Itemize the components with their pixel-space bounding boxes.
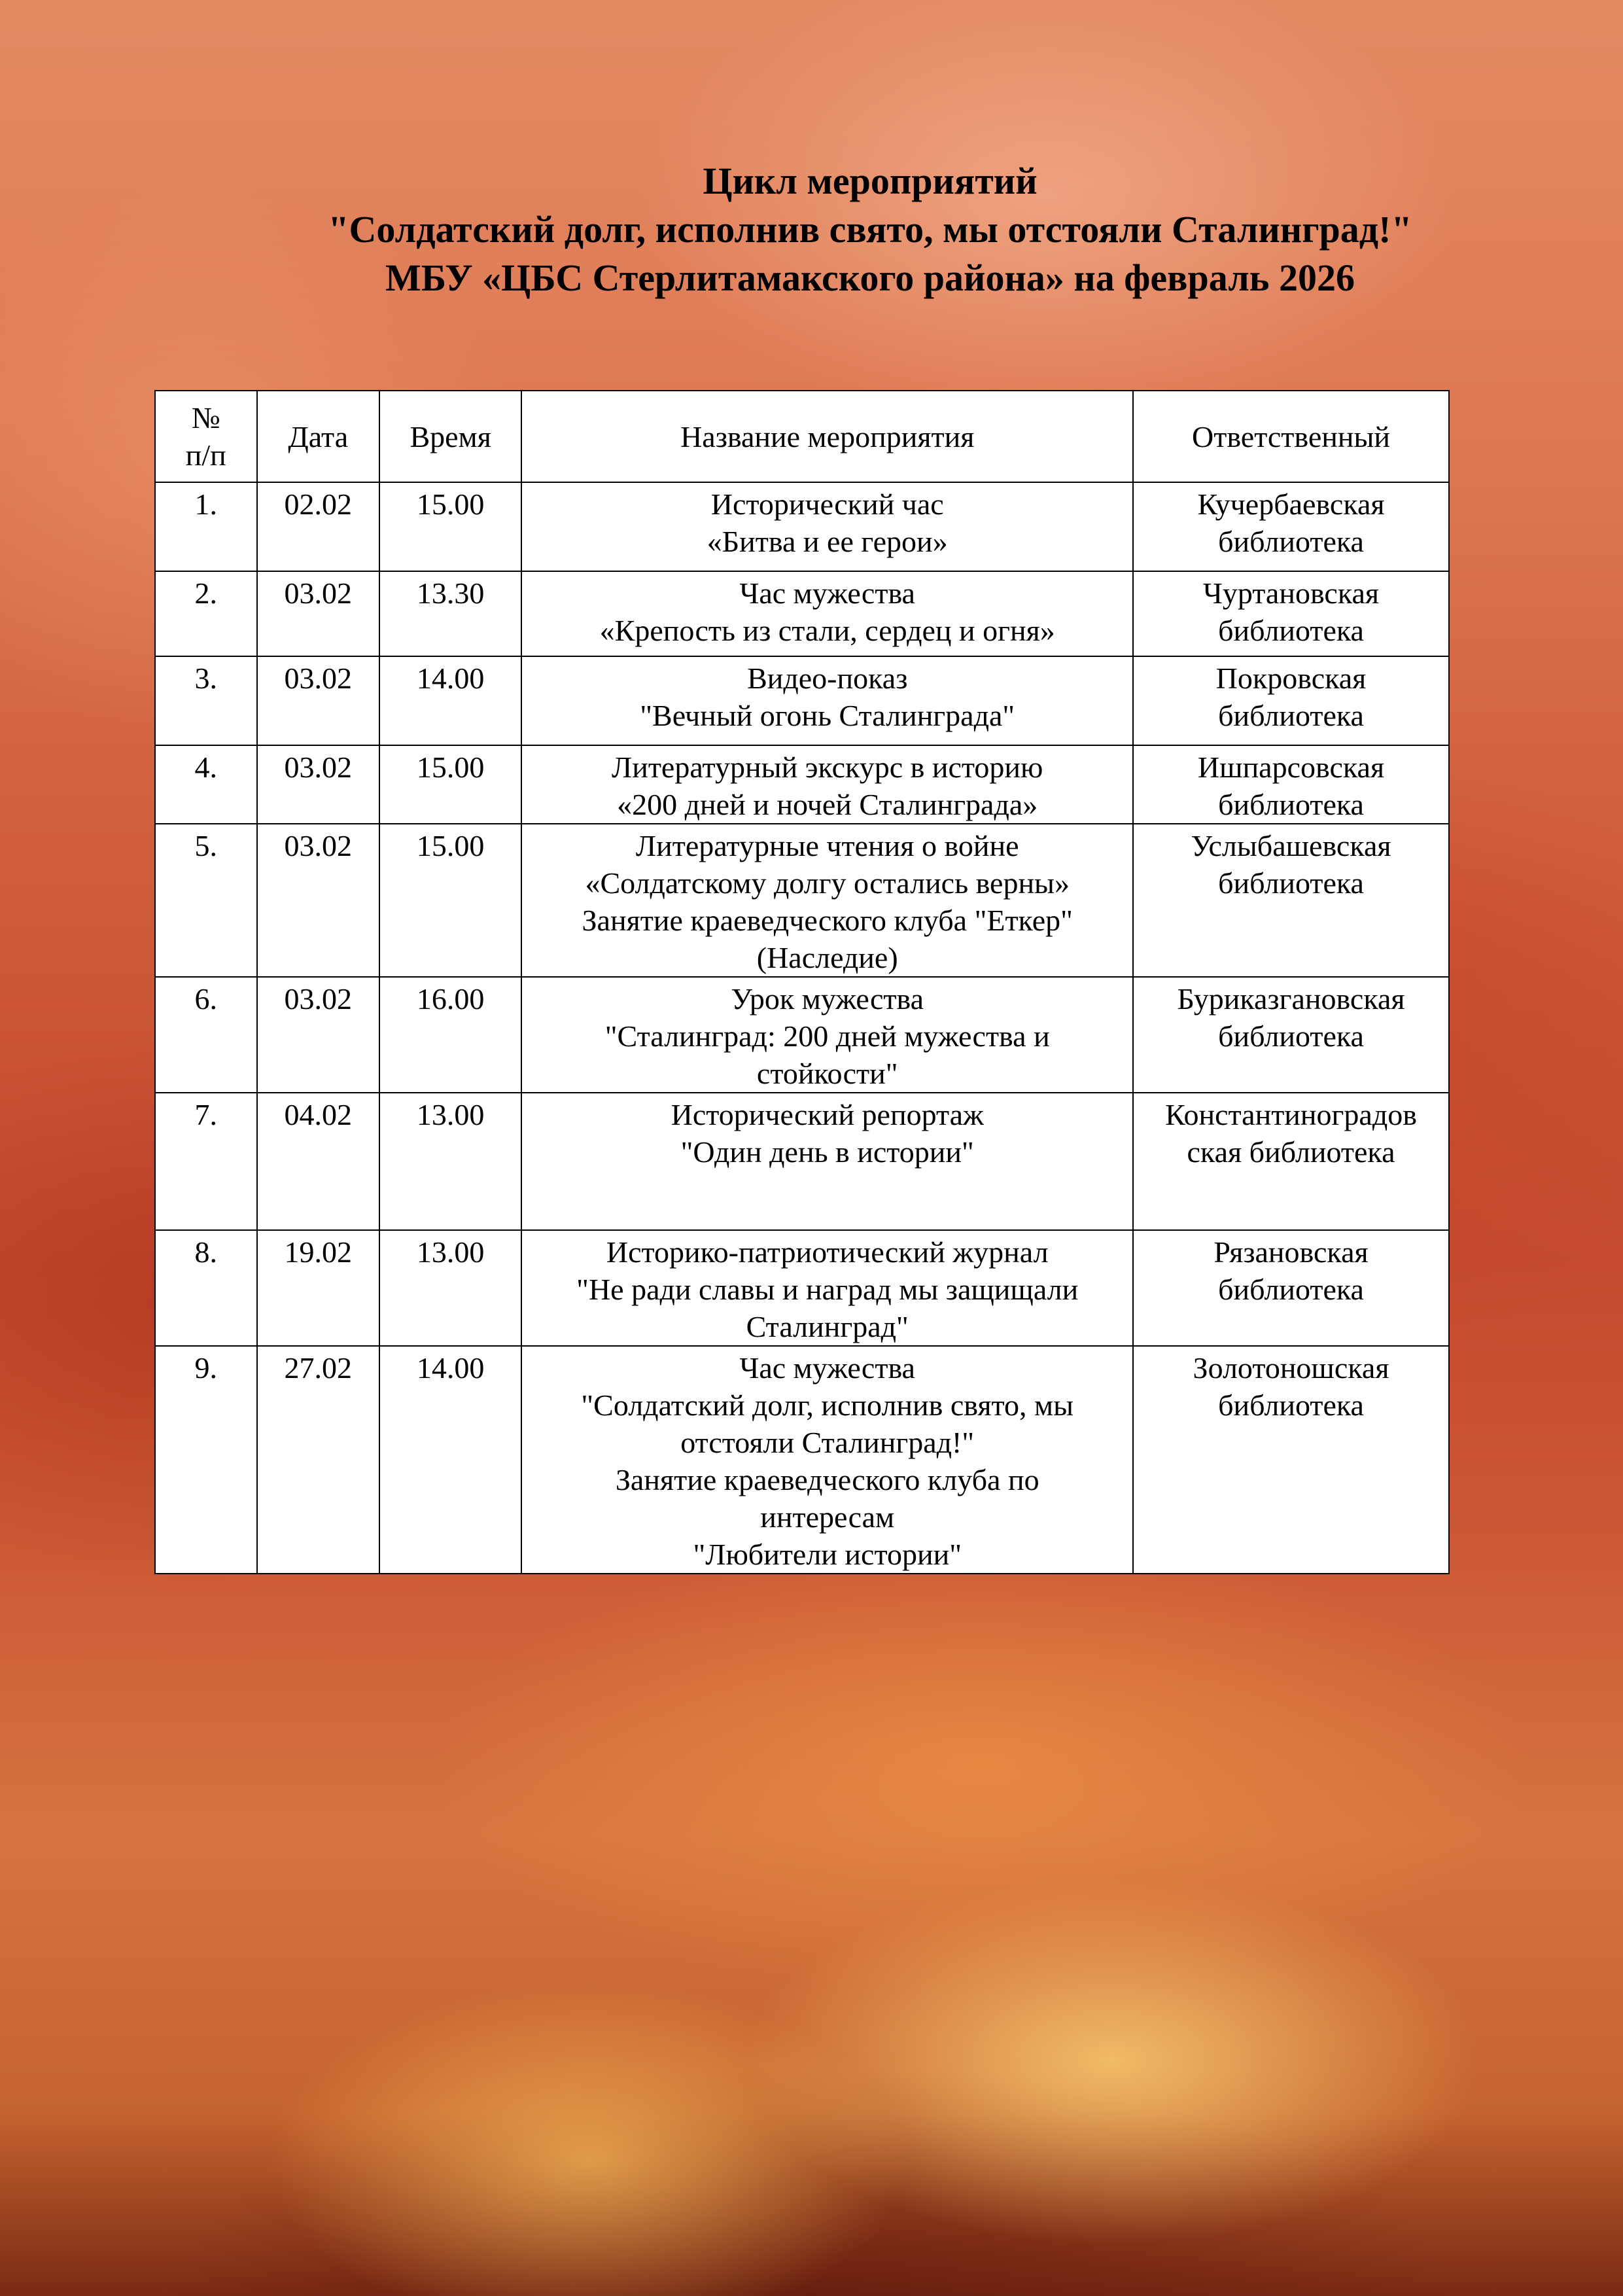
row-event-name — [521, 745, 1133, 824]
row-time: 14.00 — [379, 656, 521, 745]
table-header-row — [155, 391, 1449, 482]
event-name-line: "Не ради славы и наград мы защищали — [576, 1273, 1079, 1306]
row-event-name — [521, 656, 1133, 745]
responsible-line: Услыбашевская — [1191, 829, 1391, 862]
row-date: 19.02 — [257, 1230, 379, 1346]
row-responsible — [1133, 1230, 1449, 1346]
row-time: 13.30 — [379, 571, 521, 656]
responsible-line: Чуртановская — [1202, 576, 1380, 610]
row-responsible — [1133, 977, 1449, 1093]
row-date: 03.02 — [257, 571, 379, 656]
header-responsible: Ответственный — [1133, 391, 1449, 482]
row-number: 7. — [155, 1093, 257, 1230]
row-date: 03.02 — [257, 824, 379, 977]
event-name-line: Историко-патриотический журнал — [606, 1235, 1049, 1269]
header-number-line-2: п/п — [185, 438, 226, 472]
event-name-line: интересам — [760, 1500, 895, 1534]
row-event-name — [521, 571, 1133, 656]
row-event-name — [521, 977, 1133, 1093]
event-name-line: Исторический репортаж — [671, 1098, 984, 1131]
row-date: 04.02 — [257, 1093, 379, 1230]
events-table — [154, 390, 1450, 1574]
row-event-name — [521, 1346, 1133, 1574]
responsible-line: Ишпарсовская — [1197, 751, 1385, 784]
header-time: Время — [379, 391, 521, 482]
event-name-line: "Сталинград: 200 дней мужества и — [604, 1019, 1050, 1053]
row-number: 2. — [155, 571, 257, 656]
row-responsible — [1133, 656, 1449, 745]
row-responsible — [1133, 824, 1449, 977]
table-row — [155, 482, 1449, 571]
row-event-name — [521, 1230, 1133, 1346]
row-responsible — [1133, 571, 1449, 656]
event-name-line: отстояли Сталинград!" — [680, 1426, 975, 1459]
header-number — [155, 391, 257, 482]
row-number: 6. — [155, 977, 257, 1093]
event-name-line: Час мужества — [739, 1351, 915, 1385]
event-name-line: «Солдатскому долгу остались верны» — [585, 866, 1070, 900]
row-number: 5. — [155, 824, 257, 977]
responsible-line: Золотоношская — [1193, 1351, 1389, 1385]
table-row — [155, 1346, 1449, 1574]
responsible-line: библиотека — [1218, 1388, 1364, 1422]
table-row — [155, 1230, 1449, 1346]
responsible-line: библиотека — [1218, 614, 1364, 647]
document-title — [216, 157, 1524, 302]
row-date: 27.02 — [257, 1346, 379, 1574]
row-time: 13.00 — [379, 1093, 521, 1230]
responsible-line: библиотека — [1218, 866, 1364, 900]
table-row — [155, 745, 1449, 824]
title-line-1: Цикл мероприятий — [703, 160, 1038, 202]
row-number: 1. — [155, 482, 257, 571]
responsible-line: библиотека — [1218, 1273, 1364, 1306]
event-name-line: Час мужества — [739, 576, 915, 610]
row-number: 8. — [155, 1230, 257, 1346]
responsible-line: Буриказгановская — [1177, 982, 1405, 1016]
event-name-line: «200 дней и ночей Сталинграда» — [617, 788, 1038, 821]
event-name-line: стойкости" — [756, 1057, 898, 1090]
row-responsible — [1133, 1093, 1449, 1230]
row-date: 03.02 — [257, 656, 379, 745]
responsible-line: библиотека — [1218, 699, 1364, 732]
event-name-line: Исторический час — [710, 487, 944, 521]
event-name-line: Литературные чтения о войне — [635, 829, 1019, 862]
event-name-line: "Один день в истории" — [680, 1135, 974, 1169]
event-name-line: Урок мужества — [731, 982, 924, 1016]
row-event-name — [521, 482, 1133, 571]
responsible-line: библиотека — [1218, 525, 1364, 558]
row-responsible — [1133, 1346, 1449, 1574]
event-name-line: «Битва и ее герои» — [707, 525, 948, 558]
row-date: 02.02 — [257, 482, 379, 571]
responsible-line: Покровская — [1215, 662, 1367, 695]
header-event-name: Название мероприятия — [521, 391, 1133, 482]
row-time: 15.00 — [379, 482, 521, 571]
row-number: 4. — [155, 745, 257, 824]
responsible-line: Кучербаевская — [1197, 487, 1385, 521]
row-time: 15.00 — [379, 745, 521, 824]
table-row — [155, 1093, 1449, 1230]
event-name-line: Литературный экскурс в историю — [612, 751, 1043, 784]
row-number: 3. — [155, 656, 257, 745]
event-name-line: (Наследие) — [756, 941, 898, 974]
row-date: 03.02 — [257, 977, 379, 1093]
row-date: 03.02 — [257, 745, 379, 824]
table-row — [155, 824, 1449, 977]
row-number: 9. — [155, 1346, 257, 1574]
responsible-line: Рязановская — [1213, 1235, 1369, 1269]
responsible-line: Константиноградов — [1165, 1098, 1417, 1131]
table-row — [155, 977, 1449, 1093]
row-event-name — [521, 824, 1133, 977]
row-time: 15.00 — [379, 824, 521, 977]
row-time: 13.00 — [379, 1230, 521, 1346]
event-name-line: "Солдатский долг, исполнив свято, мы — [581, 1388, 1074, 1422]
header-date: Дата — [257, 391, 379, 482]
row-event-name — [521, 1093, 1133, 1230]
event-name-line: Занятие краеведческого клуба "Еткер" — [582, 904, 1073, 937]
responsible-line: ская библиотека — [1187, 1135, 1395, 1169]
event-name-line: Сталинград" — [746, 1310, 909, 1343]
header-number-line-1: № — [191, 401, 220, 434]
row-responsible — [1133, 745, 1449, 824]
title-line-3: МБУ «ЦБС Стерлитамакского района» на февраль 2026 — [385, 256, 1355, 299]
event-name-line: «Крепость из стали, сердец и огня» — [599, 614, 1055, 647]
table-row — [155, 656, 1449, 745]
table-row — [155, 571, 1449, 656]
event-name-line: "Любители истории" — [693, 1538, 962, 1571]
title-line-2: "Солдатский долг, исполнив свято, мы отстояли Сталинград!" — [328, 208, 1412, 251]
responsible-line: библиотека — [1218, 788, 1364, 821]
row-time: 14.00 — [379, 1346, 521, 1574]
row-responsible — [1133, 482, 1449, 571]
event-name-line: Занятие краеведческого клуба по — [615, 1463, 1039, 1496]
event-name-line: Видео-показ — [747, 662, 908, 695]
event-name-line: "Вечный огонь Сталинграда" — [640, 699, 1015, 732]
responsible-line: библиотека — [1218, 1019, 1364, 1053]
row-time: 16.00 — [379, 977, 521, 1093]
